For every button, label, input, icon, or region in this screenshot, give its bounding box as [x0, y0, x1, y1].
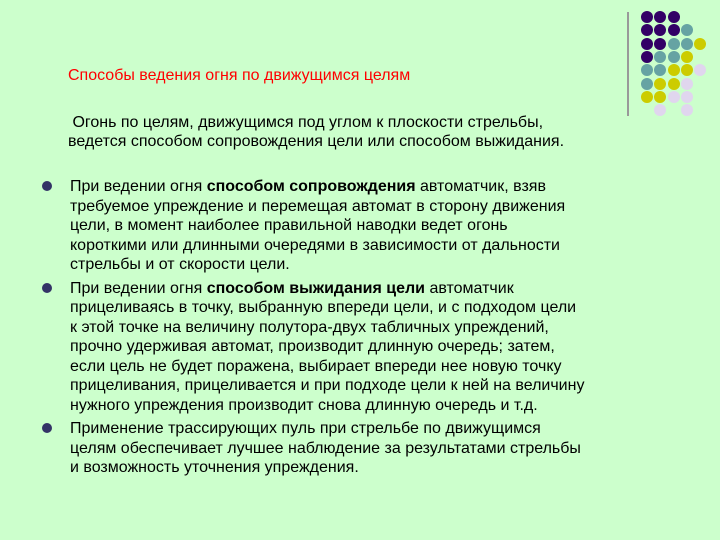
bullet-bold-term: способом сопровождения [206, 178, 416, 195]
decorative-dot [681, 24, 693, 36]
decorative-dot [654, 11, 666, 23]
bullet-dot-icon [42, 283, 52, 293]
decorative-dot [654, 24, 666, 36]
bullet-text [70, 279, 690, 416]
intro-line: Огонь по целям, движущимся под углом к плоскости стрельбы, [68, 114, 544, 131]
decorative-dot [641, 11, 653, 23]
decorative-dot [681, 38, 693, 50]
bullet-bold-term: способом выжидания цели [206, 279, 425, 297]
decorative-dot [681, 78, 693, 90]
decorative-dot [681, 64, 693, 76]
bullet-dot-icon [42, 423, 52, 433]
decorative-dot [668, 51, 680, 63]
decorative-dot [668, 11, 680, 23]
bullet-line: короткими или длинными очередями в зависимости от дальности [70, 236, 560, 254]
decorative-dot [641, 38, 653, 50]
bullet-line: и возможность уточнения упреждения. [70, 459, 359, 476]
bullet-line: к этой точке на величину полутора-двух табличных упреждений, [70, 318, 549, 336]
bullet-line: целям обеспечивает лучшее наблюдение за результатами стрельбы [70, 439, 581, 457]
decorative-dot [641, 24, 653, 36]
decorative-dot [654, 78, 666, 90]
decorative-dot [668, 78, 680, 90]
bullet-first-rest: автоматчик [425, 279, 514, 297]
decorative-dot [654, 64, 666, 76]
decorative-dot [654, 51, 666, 63]
bullet-dot-icon [42, 181, 52, 191]
decorative-dot [654, 91, 666, 103]
decorative-dot-grid [0, 0, 720, 130]
bullet-line: требуемое упреждение и перемещая автомат в сторону движения [70, 197, 566, 215]
bullet-first-rest: автоматчик, взяв [415, 178, 546, 195]
bullet-line: прицеливания, прицеливается и при подходе цели к ней на величину [70, 377, 585, 394]
decorative-dot [681, 91, 693, 103]
decorative-dot [641, 51, 653, 63]
bullet-line: прочно удерживая автомат, производит длинную очередь; затем, [70, 338, 555, 355]
bullet-line: прицеливаясь в точку, выбранную впереди цели, и с подходом цели [70, 299, 577, 316]
decorative-dot [654, 38, 666, 50]
bullet-list [0, 177, 720, 482]
decorative-dot [668, 64, 680, 76]
decorative-dot [694, 38, 706, 50]
bullet-item [0, 279, 720, 416]
decorative-divider [627, 12, 629, 116]
decorative-dot [641, 64, 653, 76]
decorative-dot [681, 51, 693, 63]
bullet-item [0, 177, 720, 275]
decorative-dot [681, 104, 693, 116]
intro-line: ведется способом сопровождения цели или способом выжидания. [68, 133, 565, 150]
intro-paragraph [68, 113, 668, 151]
bullet-line: цели, в момент наиболее правильной наводки ведет огонь [70, 217, 508, 234]
bullet-lead-text: При ведении огня [70, 178, 207, 195]
bullet-first-line: Применение трассирующих пуль при стрельбе по движущимся [70, 420, 541, 437]
decorative-dot [668, 91, 680, 103]
slide-title: Способы ведения огня по движущимся целям [68, 67, 411, 84]
decorative-dot [668, 24, 680, 36]
bullet-line: стрельбы и от скорости цели. [70, 256, 290, 273]
bullet-first-line [70, 177, 690, 197]
bullet-line: если цель не будет поражена, выбирает впереди нее новую точку [70, 357, 562, 375]
decorative-dot [668, 38, 680, 50]
bullet-line: нужного упреждения производит снова длинную очередь и т.д. [70, 396, 538, 414]
bullet-first-line [70, 279, 690, 299]
bullet-lead-text: При ведении огня [70, 279, 207, 297]
decorative-dot [694, 64, 706, 76]
decorative-dot [641, 78, 653, 90]
bullet-text [70, 419, 690, 478]
decorative-dot [641, 91, 653, 103]
bullet-item [0, 419, 720, 478]
bullet-text [70, 177, 690, 275]
